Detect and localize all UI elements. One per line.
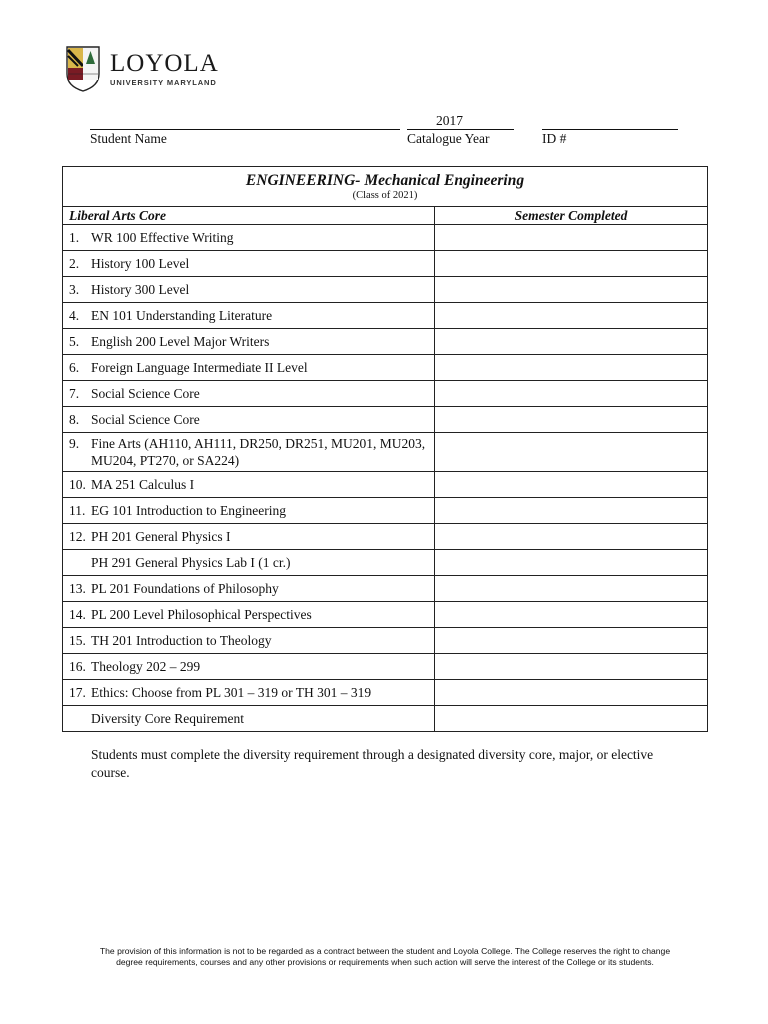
catalogue-year-label: Catalogue Year xyxy=(407,131,490,146)
course-text: EN 101 Understanding Literature xyxy=(91,308,273,323)
course-number: 15. xyxy=(69,633,86,648)
student-name-label: Student Name xyxy=(90,131,167,146)
course-cell xyxy=(63,550,435,576)
table-row xyxy=(63,706,708,732)
semester-completed-cell[interactable] xyxy=(435,654,708,680)
course-text: Social Science Core xyxy=(91,412,200,427)
course-cell xyxy=(63,654,435,680)
course-number: 3. xyxy=(69,282,80,297)
course-cell xyxy=(63,472,435,498)
course-text: Fine Arts (AH110, AH111, DR250, DR251, MU201, MU203, MU204, PT270, or SA224) xyxy=(91,436,426,468)
form-title: ENGINEERING- Mechanical Engineering xyxy=(245,171,525,189)
course-cell xyxy=(63,407,435,433)
course-text: MA 251 Calculus I xyxy=(91,477,195,492)
semester-completed-cell[interactable] xyxy=(435,628,708,654)
course-cell xyxy=(63,628,435,654)
student-name-line[interactable] xyxy=(90,129,400,130)
semester-completed-header: Semester Completed xyxy=(435,207,708,225)
semester-completed-cell[interactable] xyxy=(435,576,708,602)
table-row xyxy=(63,225,708,251)
course-text: Diversity Core Requirement xyxy=(91,711,244,726)
course-number: 2. xyxy=(69,256,80,271)
course-cell xyxy=(63,251,435,277)
shield-icon xyxy=(66,46,100,92)
course-cell xyxy=(63,433,435,472)
course-cell xyxy=(63,524,435,550)
student-info-row xyxy=(0,113,768,153)
catalogue-year-value: 2017 xyxy=(436,113,463,128)
course-cell xyxy=(63,355,435,381)
semester-completed-cell[interactable] xyxy=(435,680,708,706)
course-text: History 100 Level xyxy=(91,256,190,271)
course-number: 16. xyxy=(69,659,86,674)
semester-completed-cell[interactable] xyxy=(435,524,708,550)
diversity-note: Students must complete the diversity requirement through a designated diversity core, major, or elective course. xyxy=(91,747,654,780)
logo-name: LOYOLA xyxy=(110,49,219,77)
course-text: Social Science Core xyxy=(91,386,200,401)
disclaimer-line-1: The provision of this information is not to be regarded as a contract between the student and Loyola College. The College reserves the right to change xyxy=(99,946,671,956)
course-text: PL 201 Foundations of Philosophy xyxy=(91,581,279,596)
table-row xyxy=(63,550,708,576)
disclaimer-footer xyxy=(60,946,710,968)
form-subtitle: (Class of 2021) xyxy=(352,189,418,201)
course-number: 13. xyxy=(69,581,86,596)
course-number: 17. xyxy=(69,685,86,700)
university-logo xyxy=(66,46,219,92)
table-row xyxy=(63,433,708,472)
table-row xyxy=(63,628,708,654)
course-cell xyxy=(63,576,435,602)
logo-subtitle: UNIVERSITY MARYLAND xyxy=(110,77,217,87)
course-number: 11. xyxy=(69,503,86,518)
course-number: 1. xyxy=(69,230,80,245)
course-text: PH 291 General Physics Lab I (1 cr.) xyxy=(91,555,291,570)
semester-completed-cell[interactable] xyxy=(435,329,708,355)
course-number: 7. xyxy=(69,386,80,401)
course-number: 14. xyxy=(69,607,86,622)
table-row xyxy=(63,381,708,407)
course-number: 6. xyxy=(69,360,80,375)
semester-completed-cell[interactable] xyxy=(435,381,708,407)
semester-completed-cell[interactable] xyxy=(435,407,708,433)
table-row xyxy=(63,277,708,303)
semester-completed-cell[interactable] xyxy=(435,355,708,381)
semester-completed-cell[interactable] xyxy=(435,472,708,498)
course-cell xyxy=(63,602,435,628)
catalogue-year-line[interactable] xyxy=(407,129,514,130)
semester-completed-cell[interactable] xyxy=(435,277,708,303)
semester-completed-cell[interactable] xyxy=(435,251,708,277)
course-cell xyxy=(63,329,435,355)
course-cell xyxy=(63,277,435,303)
course-text: Ethics: Choose from PL 301 – 319 or TH 301 – 319 xyxy=(91,685,372,700)
semester-completed-cell[interactable] xyxy=(435,303,708,329)
course-cell xyxy=(63,225,435,251)
course-text: WR 100 Effective Writing xyxy=(91,230,234,245)
table-row xyxy=(63,654,708,680)
course-text: PL 200 Level Philosophical Perspectives xyxy=(91,607,312,622)
disclaimer-line-2: degree requirements, courses and any other provisions or requirements when such action will serve the interest of the College or its students. xyxy=(116,957,654,967)
semester-completed-cell[interactable] xyxy=(435,550,708,576)
course-cell xyxy=(63,498,435,524)
course-number: 12. xyxy=(69,529,86,544)
course-cell xyxy=(63,706,435,732)
table-row xyxy=(63,407,708,433)
table-row xyxy=(63,472,708,498)
semester-completed-cell[interactable] xyxy=(435,225,708,251)
table-row xyxy=(63,498,708,524)
table-row xyxy=(63,329,708,355)
course-number: 10. xyxy=(69,477,86,492)
course-cell xyxy=(63,303,435,329)
course-number: 9. xyxy=(69,436,80,451)
form-title-cell xyxy=(63,167,708,207)
course-number: 4. xyxy=(69,308,80,323)
id-line[interactable] xyxy=(542,129,678,130)
course-text: PH 201 General Physics I xyxy=(91,529,231,544)
id-label: ID # xyxy=(542,131,567,146)
table-row xyxy=(63,355,708,381)
course-number: 8. xyxy=(69,412,80,427)
course-cell xyxy=(63,381,435,407)
semester-completed-cell[interactable] xyxy=(435,706,708,732)
semester-completed-cell[interactable] xyxy=(435,498,708,524)
semester-completed-cell[interactable] xyxy=(435,433,708,472)
course-text: English 200 Level Major Writers xyxy=(91,334,270,349)
course-cell xyxy=(63,680,435,706)
course-text: Theology 202 – 299 xyxy=(91,659,201,674)
course-text: EG 101 Introduction to Engineering xyxy=(91,503,286,518)
requirements-table xyxy=(62,166,708,732)
table-row xyxy=(63,251,708,277)
table-row xyxy=(63,602,708,628)
table-row xyxy=(63,680,708,706)
course-text: TH 201 Introduction to Theology xyxy=(91,633,272,648)
course-number: 5. xyxy=(69,334,80,349)
table-row xyxy=(63,576,708,602)
semester-completed-cell[interactable] xyxy=(435,602,708,628)
table-row xyxy=(63,303,708,329)
liberal-arts-core-header: Liberal Arts Core xyxy=(63,207,435,225)
table-row xyxy=(63,524,708,550)
course-text: Foreign Language Intermediate II Level xyxy=(91,360,308,375)
course-text: History 300 Level xyxy=(91,282,190,297)
